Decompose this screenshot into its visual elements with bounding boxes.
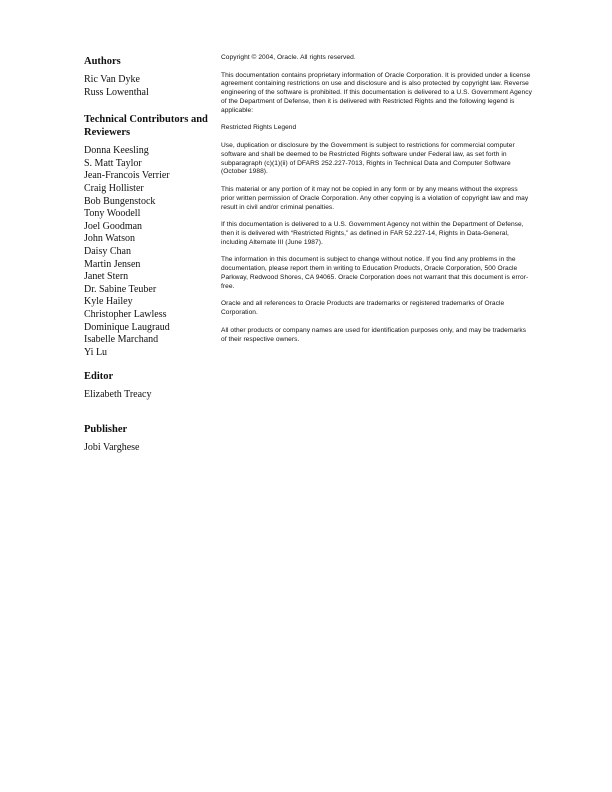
contributor-name: Dominique Laugraud (84, 321, 170, 333)
publisher-heading: Publisher (84, 423, 128, 435)
legal-paragraph: Use, duplication or disclosure by the Government is subject to restrictions for commercial computer software and shall be deemed to be Restricted Rights software under Federal law, as set forth in subparagraph (c)(1)(ii) of DFARS 252.227-7013, Rights in Technical Data and Computer Software (October 1988). (221, 141, 515, 176)
contributor-name: Dr. Sabine Teuber (84, 283, 157, 295)
trademark-paragraph: Oracle and all references to Oracle Products are trademarks or registered trademarks of Oracle Corporation. (221, 300, 505, 317)
legal-paragraph: The information in this document is subject to change without notice. If you find any problems in the documentation, please report them in writing to Education Products, Oracle Corporation, 500 Oracle Parkway, Redwood Shores, CA 94065. Oracle Corporation does not warrant that this document is error-free. (221, 256, 529, 290)
editor-list (84, 389, 209, 402)
publisher-name: Jobi Varghese (84, 441, 140, 453)
contributors-list (84, 145, 209, 359)
contributor-name: Tony Woodell (84, 208, 141, 220)
copyright-line: Copyright © 2004, Oracle. All rights reserved. (221, 54, 356, 61)
contributor-name: Joel Goodman (84, 220, 143, 232)
contributor-name: Kyle Hailey (84, 296, 133, 308)
contributor-name: John Watson (84, 233, 135, 245)
editor-heading: Editor (84, 371, 114, 383)
contributor-name: Bob Bungenstock (84, 195, 156, 207)
authors-section (84, 55, 209, 99)
contributors-section (84, 113, 209, 359)
contributor-name: Yi Lu (84, 346, 108, 358)
author-name: Ric Van Dyke (84, 74, 140, 85)
restricted-rights-heading: Restricted Rights Legend (221, 124, 297, 132)
contributor-name: Donna Keesling (84, 145, 149, 157)
contributor-name: Craig Hollister (84, 182, 144, 194)
contributor-name: Martin Jensen (84, 258, 141, 270)
authors-list (84, 74, 209, 99)
legal-paragraph: This documentation contains proprietary information of Oracle Corporation. It is provided under a license agreement containing restrictions on use and disclosure and is also protected by copyright law. Reverse engineering of the software is prohibited. If this documentation is delivered to a U.S. Government Agency of the Department of Defense, then it is delivered with Restricted Rights and the following legend is applicable: (221, 71, 532, 114)
legal-paragraph: If this documentation is delivered to a U.S. Government Agency not within the Department of Defense, then it is delivered with “Restricted Rights,” as defined in FAR 52.227-14, Rights in Data-General, including Alternate III (June 1987). (221, 221, 524, 246)
publisher-list (84, 442, 209, 455)
contributor-name: Daisy Chan (84, 245, 131, 257)
legal-paragraph: This material or any portion of it may not be copied in any form or by any means without the express prior written permission of Oracle Corporation. Any other copying is a violation of copyright law and may result in civil and/or criminal penalties. (221, 185, 529, 211)
editor-section (84, 370, 209, 402)
publisher-section (84, 423, 209, 455)
contributor-name: Janet Stern (84, 271, 129, 283)
contributor-name: S. Matt Taylor (84, 157, 142, 169)
editor-name: Elizabeth Treacy (84, 389, 152, 401)
contributor-name: Jean-Francois Verrier (84, 170, 170, 182)
authors-heading: Authors (84, 56, 121, 67)
credits-column (84, 55, 209, 454)
legal-notice-column (221, 54, 533, 353)
contributor-name: Christopher Lawless (84, 308, 167, 320)
author-name: Russ Lowenthal (84, 86, 149, 98)
contributor-name: Isabelle Marchand (84, 334, 159, 346)
trademark-paragraph: All other products or company names are used for identification purposes only, and may be trademarks of their respective owners. (221, 326, 527, 343)
contributors-heading: Technical Contributors and Reviewers (84, 114, 208, 139)
